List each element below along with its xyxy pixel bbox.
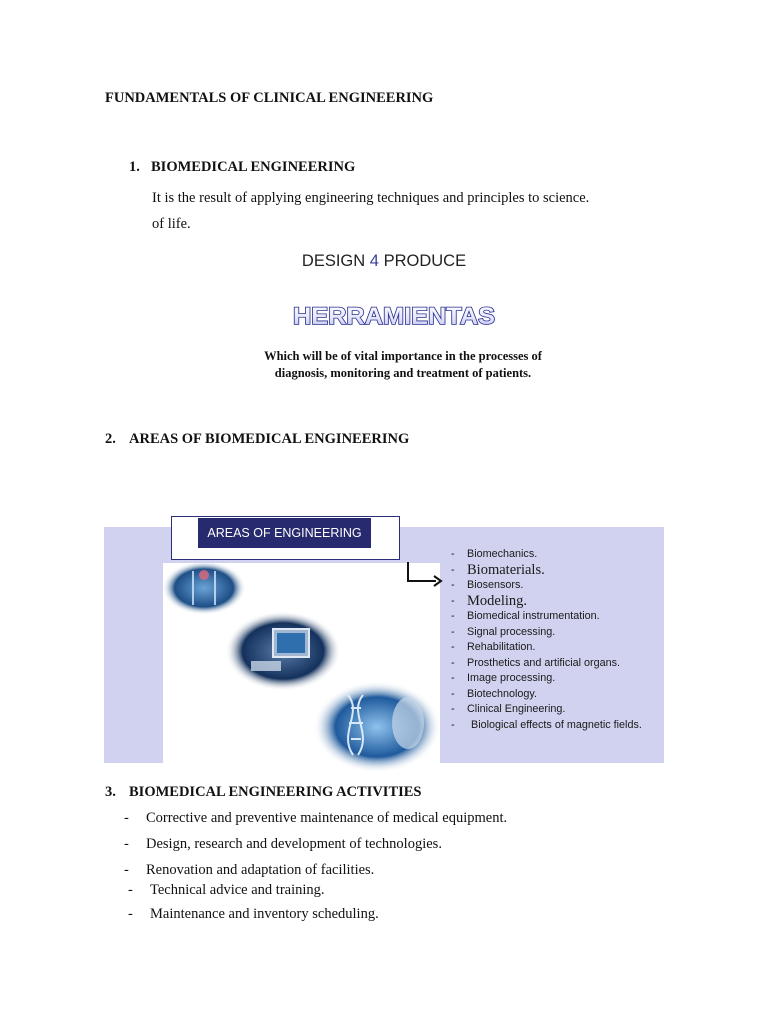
area-label: Modeling. <box>467 592 528 609</box>
list-bullet: - <box>451 625 455 638</box>
areas-of-engineering-badge: AREAS OF ENGINEERING <box>198 518 371 548</box>
collage-graphic <box>163 563 440 775</box>
section-1-number: 1. <box>129 159 140 175</box>
section-2-title: AREAS OF BIOMEDICAL ENGINEERING <box>129 431 410 447</box>
list-item <box>451 547 642 563</box>
list-bullet: - <box>124 810 129 826</box>
list-bullet: - <box>451 672 455 684</box>
list-bullet: - <box>451 718 455 731</box>
section-3-heading <box>105 784 422 801</box>
area-label: Biomedical instrumentation. <box>467 610 600 622</box>
list-bullet: - <box>451 656 455 669</box>
list-bullet: - <box>451 687 455 700</box>
list-bullet: - <box>451 610 455 622</box>
elbow-arrow-icon <box>404 562 444 588</box>
herramientas-wordart <box>289 298 499 332</box>
produce-word: PRODUCE <box>383 252 467 270</box>
section-1-line-2: of life. <box>152 216 191 232</box>
list-item <box>451 640 642 656</box>
list-item <box>124 901 507 927</box>
list-bullet: - <box>124 862 129 878</box>
list-item <box>124 805 507 831</box>
area-label: Biotechnology. <box>467 687 538 700</box>
activity-label: Corrective and preventive maintenance of medical equipment. <box>146 810 508 826</box>
list-item <box>451 594 642 610</box>
robot-figure-icon <box>392 697 424 749</box>
design-number: 4 <box>369 252 379 270</box>
list-item <box>451 563 642 579</box>
list-item <box>451 578 642 594</box>
area-label: Signal processing. <box>467 625 556 638</box>
area-label: Clinical Engineering. <box>467 703 566 715</box>
herramientas-text: HERRAMIENTAS <box>293 303 495 330</box>
section-3-number: 3. <box>105 784 116 800</box>
document-title: FUNDAMENTALS OF CLINICAL ENGINEERING <box>105 90 434 106</box>
area-label: Image processing. <box>467 672 556 684</box>
activities-list <box>124 805 507 927</box>
section-3-title: BIOMEDICAL ENGINEERING ACTIVITIES <box>129 784 422 800</box>
area-label: Rehabilitation. <box>467 641 536 653</box>
list-bullet: - <box>451 641 455 653</box>
list-item <box>451 609 642 625</box>
activity-label: Design, research and development of technologies. <box>146 836 442 852</box>
list-bullet: - <box>451 579 455 591</box>
section-1-heading <box>129 159 355 176</box>
list-bullet: - <box>128 906 133 922</box>
engineering-photo-collage <box>163 563 440 775</box>
list-bullet: - <box>451 594 455 607</box>
section-1-paragraph <box>152 185 672 237</box>
engineering-areas-list <box>451 547 642 733</box>
section-1-title: BIOMEDICAL ENGINEERING <box>151 159 356 175</box>
area-label: Biological effects of magnetic fields. <box>471 718 642 731</box>
list-item <box>451 702 642 718</box>
section-2-heading <box>105 431 409 448</box>
design-produce-line <box>0 252 768 271</box>
activity-label: Technical advice and training. <box>150 882 325 898</box>
list-bullet: - <box>451 703 455 715</box>
vital-line-1: Which will be of vital importance in the processes of <box>264 349 542 363</box>
area-label: Prosthetics and artificial organs. <box>467 656 621 669</box>
activity-label: Renovation and adaptation of facilities. <box>146 862 375 878</box>
vital-importance-text <box>0 348 768 382</box>
section-2-number: 2. <box>105 431 116 447</box>
list-item <box>124 879 507 901</box>
list-item <box>124 831 507 857</box>
design-word: DESIGN <box>301 252 366 270</box>
list-bullet: - <box>451 548 455 560</box>
list-item <box>451 671 642 687</box>
list-item <box>451 625 642 641</box>
area-label: Biomechanics. <box>467 548 538 560</box>
list-bullet: - <box>124 836 129 852</box>
list-item <box>451 656 642 672</box>
activity-label: Maintenance and inventory scheduling. <box>150 906 379 922</box>
section-1-line-1: It is the result of applying engineering techniques and principles to science. <box>152 190 590 206</box>
list-bullet: - <box>451 563 455 576</box>
area-label: Biosensors. <box>467 579 524 591</box>
list-bullet: - <box>128 882 133 898</box>
vital-line-2: diagnosis, monitoring and treatment of patients. <box>274 366 532 380</box>
list-item <box>451 718 642 734</box>
list-item <box>451 687 642 703</box>
area-label: Biomaterials. <box>467 561 545 578</box>
